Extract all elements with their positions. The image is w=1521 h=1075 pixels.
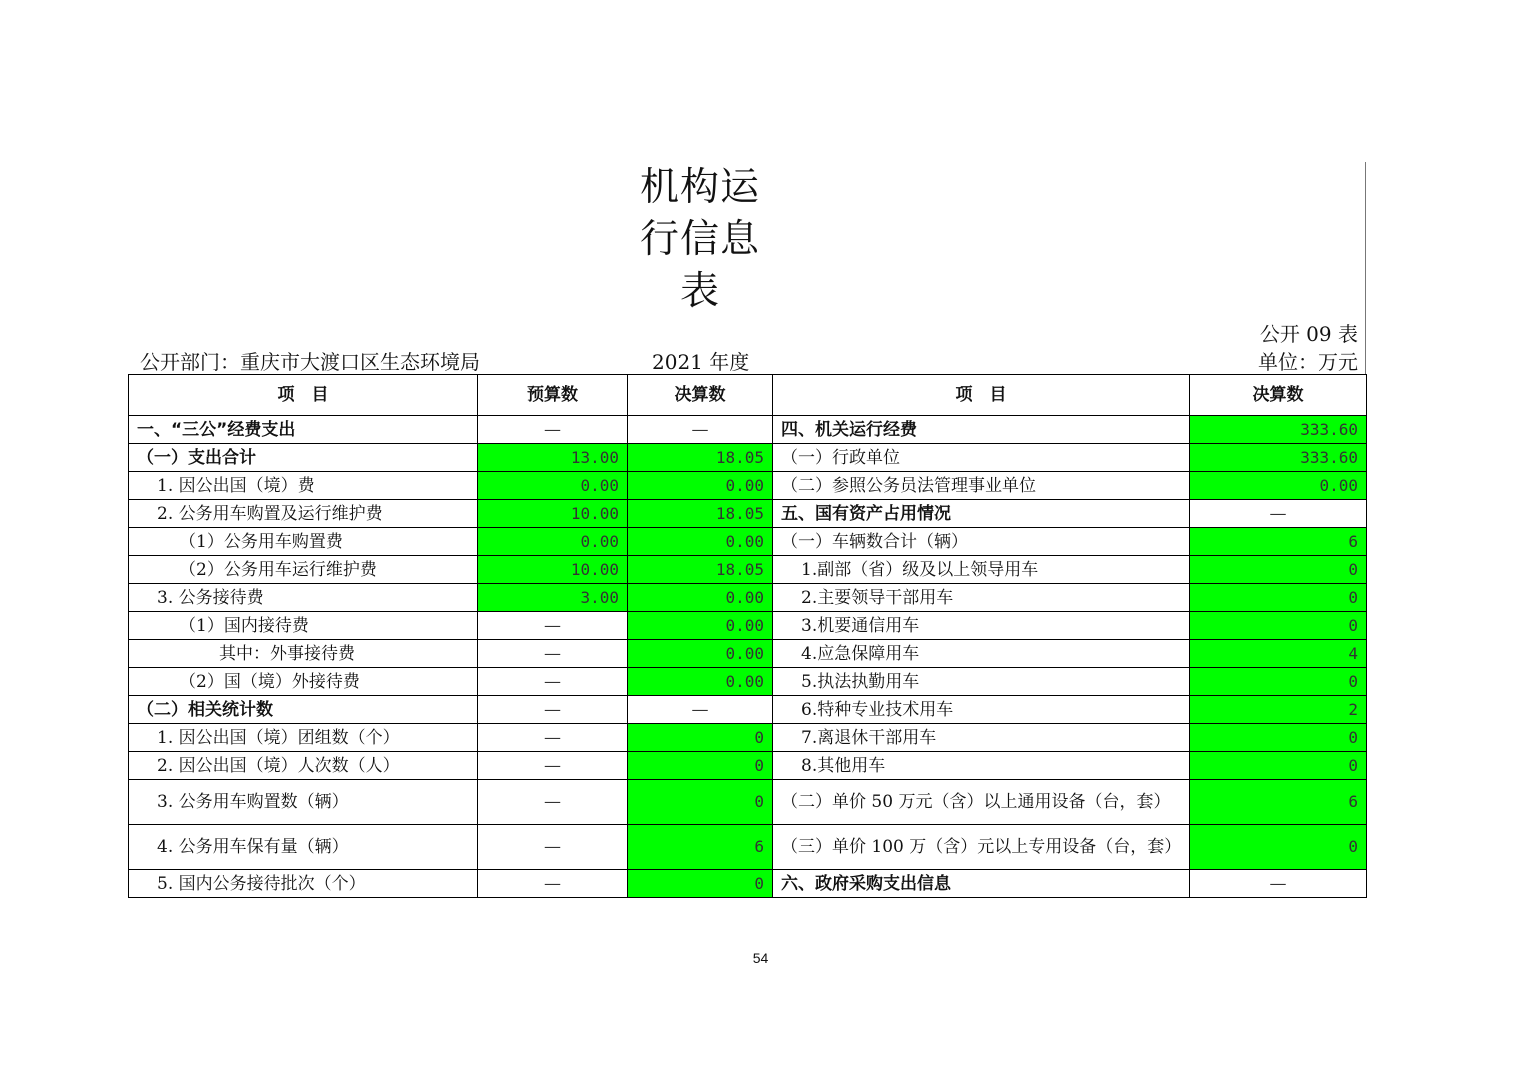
info-table	[128, 374, 1367, 898]
budget-cell: 13.00	[478, 444, 628, 472]
final-cell: 0	[628, 752, 773, 780]
year-label: 2021 年度	[652, 350, 750, 374]
right-value-cell: 0	[1190, 584, 1367, 612]
title-line-1: 机构运	[639, 165, 760, 210]
table-row	[129, 870, 1367, 898]
row-label-right: 1.副部（省）级及以上领导用车	[773, 556, 1190, 584]
row-label-right: 六、政府采购支出信息	[773, 870, 1190, 898]
budget-cell: 0.00	[478, 472, 628, 500]
row-label-right: （三）单价 100 万（含）元以上专用设备（台，套）	[773, 825, 1190, 870]
row-label-left: （一）支出合计	[129, 444, 478, 472]
budget-cell: —	[478, 870, 628, 898]
final-cell: 0.00	[628, 640, 773, 668]
table-row	[129, 556, 1367, 584]
final-cell: 18.05	[628, 444, 773, 472]
final-cell: 0.00	[628, 472, 773, 500]
row-label-right: 7.离退休干部用车	[773, 724, 1190, 752]
table-row	[129, 500, 1367, 528]
row-label-right: （一）车辆数合计（辆）	[773, 528, 1190, 556]
final-cell: —	[628, 416, 773, 444]
final-cell: —	[628, 696, 773, 724]
header-final-right: 决算数	[1190, 375, 1367, 416]
table-row	[129, 528, 1367, 556]
right-value-cell: 0.00	[1190, 472, 1367, 500]
budget-cell: —	[478, 612, 628, 640]
title-line-3: 表	[679, 269, 720, 314]
header-item-left: 项 目	[129, 375, 478, 416]
right-value-cell: 0	[1190, 752, 1367, 780]
row-label-right: 3.机要通信用车	[773, 612, 1190, 640]
right-value-cell: 0	[1190, 668, 1367, 696]
right-value-cell: 0	[1190, 556, 1367, 584]
row-label-left: （1）公务用车购置费	[129, 528, 478, 556]
final-cell: 0	[628, 780, 773, 825]
row-label-right: 5.执法执勤用车	[773, 668, 1190, 696]
row-label-right: （二）参照公务员法管理事业单位	[773, 472, 1190, 500]
budget-cell: —	[478, 724, 628, 752]
final-cell: 0.00	[628, 528, 773, 556]
right-value-cell: 0	[1190, 724, 1367, 752]
table-code: 公开 09 表	[1259, 322, 1358, 346]
row-label-left: 4. 公务用车保有量（辆）	[129, 825, 478, 870]
final-cell: 18.05	[628, 500, 773, 528]
table-row	[129, 444, 1367, 472]
budget-cell: —	[478, 640, 628, 668]
row-label-left: 3. 公务接待费	[129, 584, 478, 612]
budget-cell: —	[478, 416, 628, 444]
table-row	[129, 612, 1367, 640]
table-row	[129, 472, 1367, 500]
final-cell: 0.00	[628, 612, 773, 640]
final-cell: 0	[628, 870, 773, 898]
row-label-left: 一、“三公”经费支出	[129, 416, 478, 444]
budget-cell: 10.00	[478, 500, 628, 528]
budget-cell: —	[478, 825, 628, 870]
table-header-row	[129, 375, 1367, 416]
row-label-right: （一）行政单位	[773, 444, 1190, 472]
right-value-cell: 0	[1190, 612, 1367, 640]
table-row	[129, 752, 1367, 780]
right-value-cell: 4	[1190, 640, 1367, 668]
department-label: 公开部门：重庆市大渡口区生态环境局	[140, 350, 480, 374]
divider-line	[1365, 162, 1366, 374]
final-cell: 0	[628, 724, 773, 752]
row-label-left: （2）公务用车运行维护费	[129, 556, 478, 584]
right-value-cell: 333.60	[1190, 416, 1367, 444]
row-label-left: （1）国内接待费	[129, 612, 478, 640]
table-row	[129, 584, 1367, 612]
row-label-left: 1. 因公出国（境）费	[129, 472, 478, 500]
row-label-right: 五、国有资产占用情况	[773, 500, 1190, 528]
right-value-cell: 2	[1190, 696, 1367, 724]
header-final-left: 决算数	[628, 375, 773, 416]
page-title	[622, 162, 778, 318]
row-label-right: （二）单价 50 万元（含）以上通用设备（台，套）	[773, 780, 1190, 825]
table-row	[129, 724, 1367, 752]
header-item-right: 项 目	[773, 375, 1190, 416]
row-label-left: 1. 因公出国（境）团组数（个）	[129, 724, 478, 752]
row-label-left: 2. 因公出国（境）人次数（人）	[129, 752, 478, 780]
row-label-right: 四、机关运行经费	[773, 416, 1190, 444]
page-number: 54	[752, 950, 769, 966]
budget-cell: 10.00	[478, 556, 628, 584]
header-budget: 预算数	[478, 375, 628, 416]
row-label-right: 6.特种专业技术用车	[773, 696, 1190, 724]
row-label-left: （二）相关统计数	[129, 696, 478, 724]
table-row	[129, 640, 1367, 668]
unit-label: 单位：万元	[1258, 350, 1358, 374]
budget-cell: —	[478, 752, 628, 780]
table-row	[129, 825, 1367, 870]
table-row	[129, 416, 1367, 444]
right-value-cell: —	[1190, 870, 1367, 898]
title-line-2: 行信息	[639, 217, 760, 262]
budget-cell: 3.00	[478, 584, 628, 612]
row-label-left: 其中：外事接待费	[129, 640, 478, 668]
right-value-cell: 0	[1190, 825, 1367, 870]
table-row	[129, 696, 1367, 724]
final-cell: 0.00	[628, 584, 773, 612]
budget-cell: —	[478, 780, 628, 825]
row-label-left: 5. 国内公务接待批次（个）	[129, 870, 478, 898]
budget-cell: 0.00	[478, 528, 628, 556]
row-label-left: 2. 公务用车购置及运行维护费	[129, 500, 478, 528]
row-label-right: 2.主要领导干部用车	[773, 584, 1190, 612]
right-value-cell: 6	[1190, 780, 1367, 825]
row-label-right: 4.应急保障用车	[773, 640, 1190, 668]
table-row	[129, 668, 1367, 696]
table-row	[129, 780, 1367, 825]
row-label-left: 3. 公务用车购置数（辆）	[129, 780, 478, 825]
row-label-left: （2）国（境）外接待费	[129, 668, 478, 696]
final-cell: 6	[628, 825, 773, 870]
right-value-cell: 6	[1190, 528, 1367, 556]
row-label-right: 8.其他用车	[773, 752, 1190, 780]
budget-cell: —	[478, 668, 628, 696]
right-value-cell: —	[1190, 500, 1367, 528]
final-cell: 0.00	[628, 668, 773, 696]
budget-cell: —	[478, 696, 628, 724]
final-cell: 18.05	[628, 556, 773, 584]
right-value-cell: 333.60	[1190, 444, 1367, 472]
